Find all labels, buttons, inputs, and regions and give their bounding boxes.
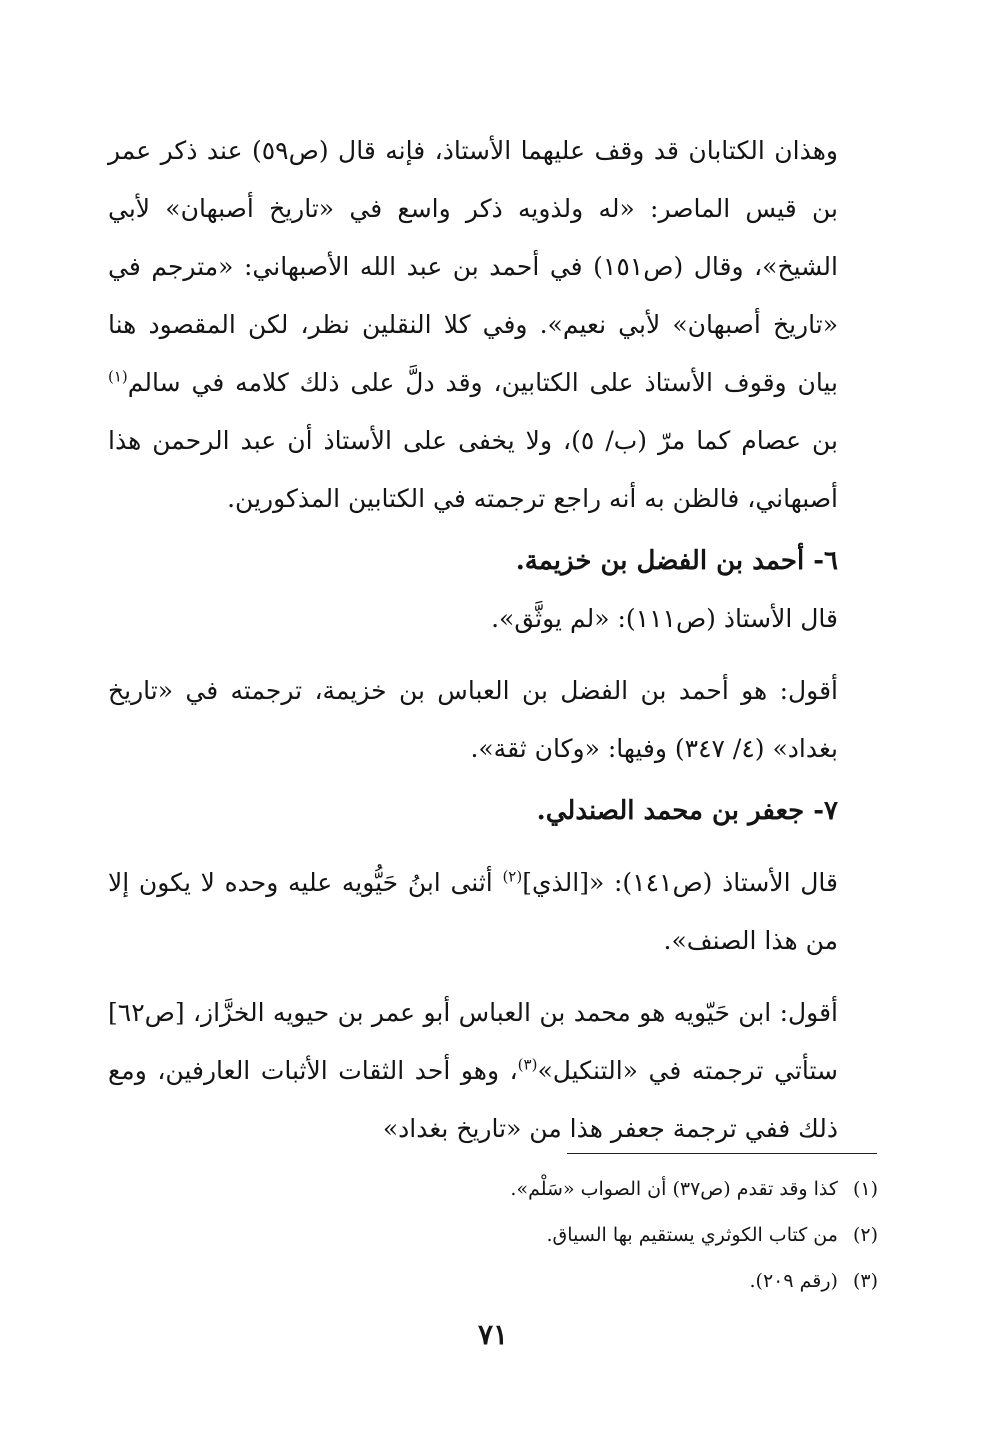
paragraph-5-text-b: ، وهو أحد الثقات الأثبات العارفين، ومع ذلك ففي ترجمة جعفر هذا من «تاريخ بغداد» [108,1056,838,1143]
footnote-2 [250,1212,878,1258]
footnote-3-number: (٣) [852,1270,878,1292]
paragraph-4 [108,854,838,970]
paragraph-1 [108,122,838,528]
paragraph-5 [108,984,838,1158]
paragraph-1-text-b: بن عصام كما مرّ (ب/ ٥)، ولا يخفى على الأستاذ أن عبد الرحمن هذا أصبهاني، فالظن به أنه راجع ترجمته في الكتابين المذكورين. [108,426,838,513]
paragraph-3: أقول: هو أحمد بن الفضل بن العباس بن خزيمة، ترجمته في «تاريخ بغداد» (٤/ ٣٤٧) وفيها: «وكان ثقة». [108,676,838,763]
paragraph-2: قال الأستاذ (ص١١١): «لم يوثَّق». [491,604,838,633]
footnotes [250,1166,878,1304]
paragraph-5-text-a: أقول: ابن حَيّويه هو محمد بن العباس أبو عمر بن حيويه الخزَّاز، [ص٦٢] ستأتي ترجمته في «التنكيل» [108,998,838,1085]
footnote-ref-3: (٣) [517,1055,538,1074]
paragraph-1-text-a: وهذان الكتابان قد وقف عليهما الأستاذ، فإنه قال (ص٥٩) عند ذكر عمر بن قيس الماصر: «له ولذويه ذكر واسع في «تاريخ أصبهان» لأبي الشيخ»، وقال (ص١٥١) في أحمد بن عبد الله الأصبهاني: «مترجم في «تاريخ أصبهان» لأبي نعيم». وفي كلا النقلين نظر، لكن المقصود هنا بيان وقوف الأستاذ على الكتابين، وقد دلَّ على ذلك كلامه في سالم [108,136,838,397]
main-text [108,122,838,1158]
footnote-2-number: (٢) [852,1224,878,1246]
section-heading-7: ٧- جعفر بن محمد الصندلي. [536,796,838,826]
footnote-1 [250,1166,878,1212]
footnote-3-text: (رقم ٢٠٩). [749,1270,838,1292]
paragraph-4-text-a: قال الأستاذ (ص١٤١): «[الذي] [522,868,838,897]
page-number: ٧١ [477,1318,509,1351]
paragraph-4-text-b: أثنى ابنُ حَيُّويه عليه وحده لا يكون إلا من هذا الصنف». [108,868,838,955]
footnote-ref-1: (١) [108,367,128,386]
footnote-1-number: (١) [852,1178,878,1200]
footnote-ref-2: (٢) [502,867,523,886]
footnote-2-text: من كتاب الكوثري يستقيم بها السياق. [546,1224,838,1246]
section-heading-6: ٦- أحمد بن الفضل بن خزيمة. [515,546,838,576]
footnote-divider [567,1153,877,1154]
footnote-3 [250,1258,878,1304]
footnote-1-text: كذا وقد تقدم (ص٣٧) أن الصواب «سَلْم». [510,1178,838,1200]
